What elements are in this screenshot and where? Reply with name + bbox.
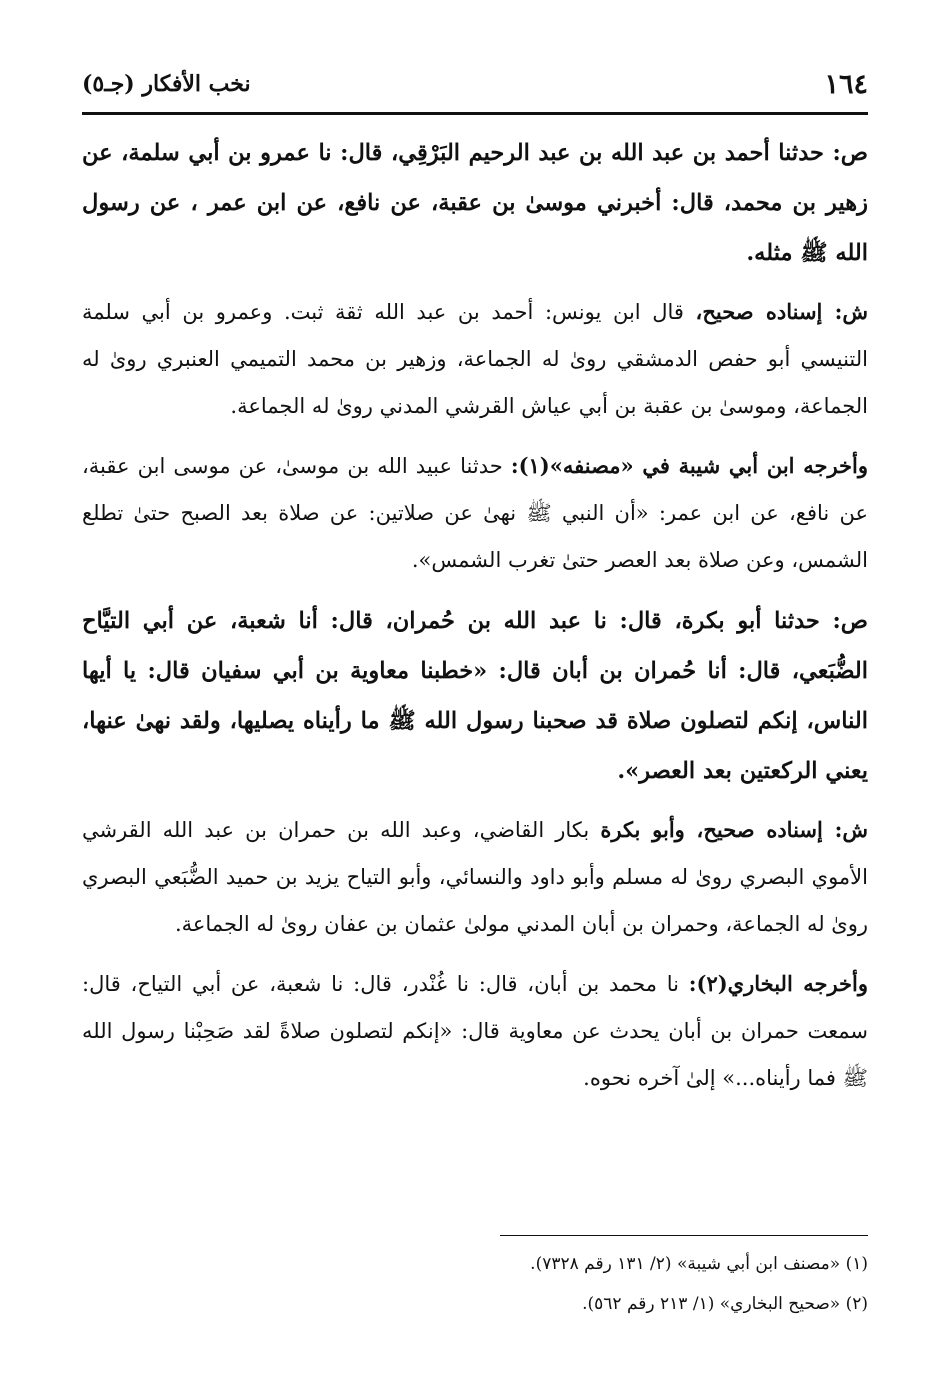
header-rule [82, 112, 868, 115]
page-body [82, 128, 868, 1114]
footnotes [82, 1244, 868, 1324]
takhrij-lead: وأخرجه ابن أبي شيبة في «مصنفه»(١): [510, 453, 869, 478]
takhrij-1: وأخرجه ابن أبي شيبة في «مصنفه»(١): حدثنا عبيد الله بن موسىٰ، عن موسى ابن عقبة، عن نافع، عن ابن عمر: «أن النبي ﷺ نهىٰ عن صلاتين: عن صلاة بعد الصبح حتىٰ تطلع الشمس، وعن صلاة بعد العصر حتىٰ تغرب الشمس». [82, 453, 869, 572]
footnote-2: (٢) «صحيح البخاري» (١/ ٢١٣ رقم ٥٦٢). [582, 1294, 868, 1314]
hadith-text-1: ص: حدثنا أحمد بن عبد الله بن عبد الرحيم البَرْقِي، قال: نا عمرو بن أبي سلمة، عن زهير بن محمد، قال: أخبرني موسىٰ بن عقبة، عن نافع، عن ابن عمر ، عن رسول الله ﷺ مثله. [82, 140, 868, 266]
commentary-lead: ش: إسناده صحيح، [695, 299, 869, 324]
footnote-1: (١) «مصنف ابن أبي شيبة» (٢/ ١٣١ رقم ٧٣٢٨). [530, 1254, 868, 1274]
commentary-2: ش: إسناده صحيح، وأبو بكرة بكار القاضي، وعبد الله بن حمران بن عبد الله القرشي الأموي البصري روىٰ له مسلم وأبو داود والنسائي، وأبو التياح يزيد بن حميد الضُّبَعي البصري روىٰ له الجماعة، وحمران بن أبان المدني مولىٰ عثمان بن عفان روىٰ له الجماعة. [82, 817, 868, 936]
running-title: نخب الأفكار (جـ٥) [82, 71, 251, 97]
page-header [82, 62, 868, 106]
footnote-rule [500, 1235, 868, 1236]
page-number: ١٦٤ [824, 68, 868, 100]
hadith-text-2: ص: حدثنا أبو بكرة، قال: نا عبد الله بن حُمران، قال: أنا شعبة، عن أبي التيَّاح الضُّبَعي، قال: أنا حُمران بن أبان قال: «خطبنا معاوية بن أبي سفيان قال: يا أيها الناس، إنكم لتصلون صلاة قد صحبنا رسول الله ﷺ ما رأيناه يصليها، ولقد نهىٰ عنها، يعني الركعتين بعد العصر». [82, 608, 868, 784]
commentary-1: ش: إسناده صحيح، قال ابن يونس: أحمد بن عبد الله ثقة ثبت. وعمرو بن أبي سلمة التنيسي أبو حفص الدمشقي روىٰ له الجماعة، وزهير بن محمد التميمي العنبري روىٰ له الجماعة، وموسىٰ بن عقبة بن أبي عياش القرشي المدني روىٰ له الجماعة. [82, 299, 869, 418]
takhrij-lead: وأخرجه البخاري(٢): [688, 971, 868, 996]
commentary-lead: ش: إسناده صحيح، وأبو بكرة [600, 817, 868, 842]
takhrij-2: وأخرجه البخاري(٢): نا محمد بن أبان، قال: نا غُنْدر، قال: نا شعبة، عن أبي التياح، قال: سمعت حمران بن أبان يحدث عن معاوية قال: «إنكم لتصلون صلاةً لقد صَحِبْنا رسول الله ﷺ فما رأيناه...» إلىٰ آخره نحوه. [82, 971, 868, 1090]
